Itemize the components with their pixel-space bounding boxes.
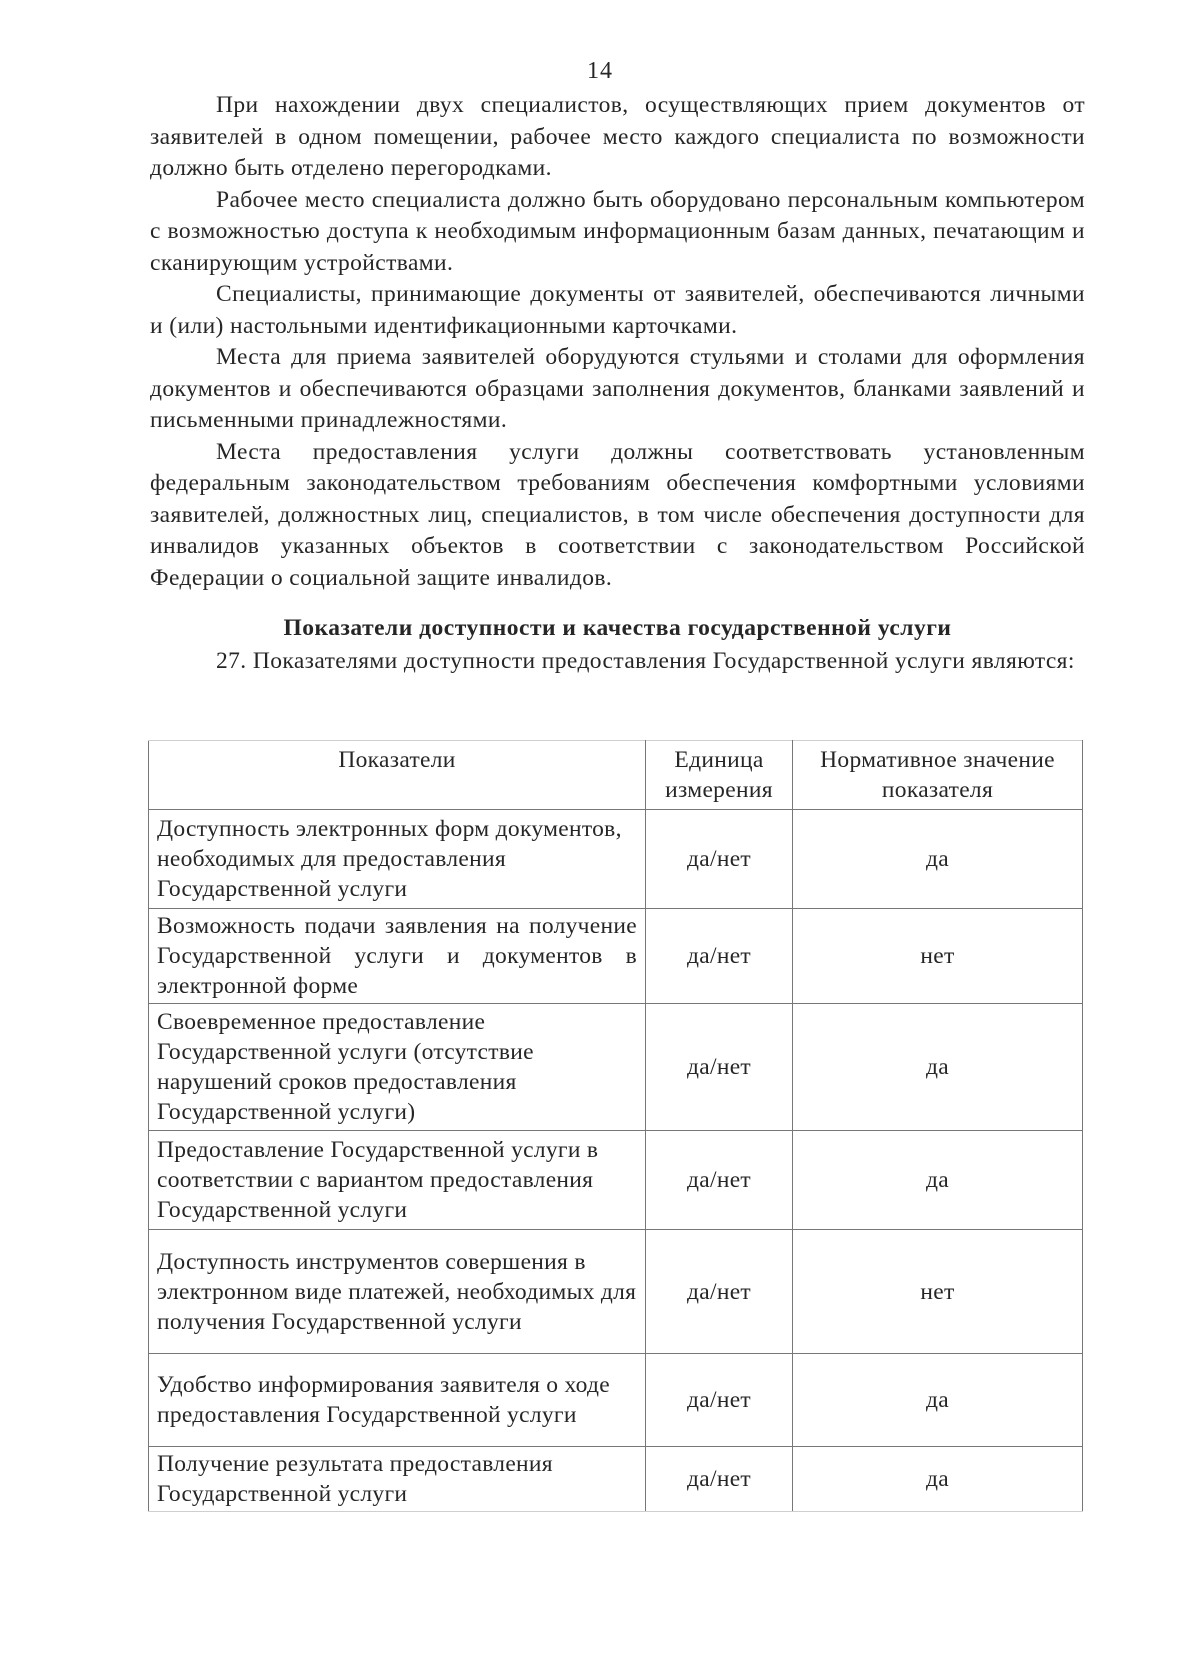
unit-cell: да/нет — [646, 1131, 793, 1230]
indicator-cell: Предоставление Государственной услуги в соответствии с вариантом предоставления Государственной услуги — [149, 1131, 646, 1230]
unit-cell: да/нет — [646, 810, 793, 909]
header-unit: Единица измерения — [646, 741, 793, 810]
header-norm: Нормативное значение показателя — [793, 741, 1083, 810]
indicator-cell: Возможность подачи заявления на получение Государственной услуги и документов в электронной форме — [149, 909, 646, 1004]
section-heading: Показатели доступности и качества государственной услуги — [283, 615, 952, 641]
table-row — [149, 1447, 1083, 1512]
body-text — [150, 90, 1085, 594]
indicator-cell: Доступность инструментов совершения в электронном виде платежей, необходимых для получения Государственной услуги — [149, 1230, 646, 1354]
table-row — [149, 1131, 1083, 1230]
norm-cell: нет — [793, 1230, 1083, 1354]
norm-cell: да — [793, 1354, 1083, 1447]
header-indicator: Показатели — [149, 741, 646, 810]
table-row — [149, 1004, 1083, 1131]
indicator-cell: Удобство информирования заявителя о ходе предоставления Государственной услуги — [149, 1354, 646, 1447]
unit-cell: да/нет — [646, 1004, 793, 1131]
table-row — [149, 810, 1083, 909]
paragraph-indicators-intro: 27. Показателями доступности предоставления Государственной услуги являются: — [216, 648, 1075, 674]
unit-cell: да/нет — [646, 1230, 793, 1354]
intro-text — [150, 646, 1085, 678]
table-row — [149, 1230, 1083, 1354]
page-number: 14 — [587, 58, 613, 84]
norm-cell: да — [793, 1131, 1083, 1230]
indicator-cell: Своевременное предоставление Государственной услуги (отсутствие нарушений сроков предоставления Государственной услуги) — [149, 1004, 646, 1131]
indicator-cell: Доступность электронных форм документов, необходимых для предоставления Государственной услуги — [149, 810, 646, 909]
paragraph-workplace-equipment: Рабочее место специалиста должно быть оборудовано персональным компьютером с возможностью доступа к необходимым информационным базам данных, печатающим и сканирующим устройствами. — [150, 186, 1085, 276]
paragraph-reception-places: Места для приема заявителей оборудуются стульями и столами для оформления документов и обеспечиваются образцами заполнения документов, бланками заявлений и письменными принадлежностями. — [150, 344, 1085, 433]
unit-cell: да/нет — [646, 909, 793, 1004]
paragraph-workplace-partition: При нахождении двух специалистов, осуществляющих прием документов от заявителей в одном помещении, рабочее место каждого специалиста по возможности должно быть отделено перегородками. — [150, 92, 1085, 181]
indicators-table — [148, 740, 1083, 1512]
table-row — [149, 909, 1083, 1004]
paragraph-service-places: Места предоставления услуги должны соответствовать установленным федеральным законодательством требованиям обеспечения комфортными условиями заявителей, должностных лиц, специалистов, в том числе обеспечения доступности для инвалидов указанных объектов в соответствии с законодательством Российской Федерации о социальной защите инвалидов. — [150, 438, 1085, 591]
norm-cell: да — [793, 1004, 1083, 1131]
unit-cell: да/нет — [646, 1354, 793, 1447]
paragraph-id-cards: Специалисты, принимающие документы от заявителей, обеспечиваются личными и (или) настольными идентификационными карточками. — [150, 281, 1085, 339]
table-row — [149, 1354, 1083, 1447]
indicator-cell: Получение результата предоставления Государственной услуги — [149, 1447, 646, 1512]
unit-cell: да/нет — [646, 1447, 793, 1512]
norm-cell: да — [793, 1447, 1083, 1512]
table-header-row — [149, 741, 1083, 810]
norm-cell: нет — [793, 909, 1083, 1004]
norm-cell: да — [793, 810, 1083, 909]
